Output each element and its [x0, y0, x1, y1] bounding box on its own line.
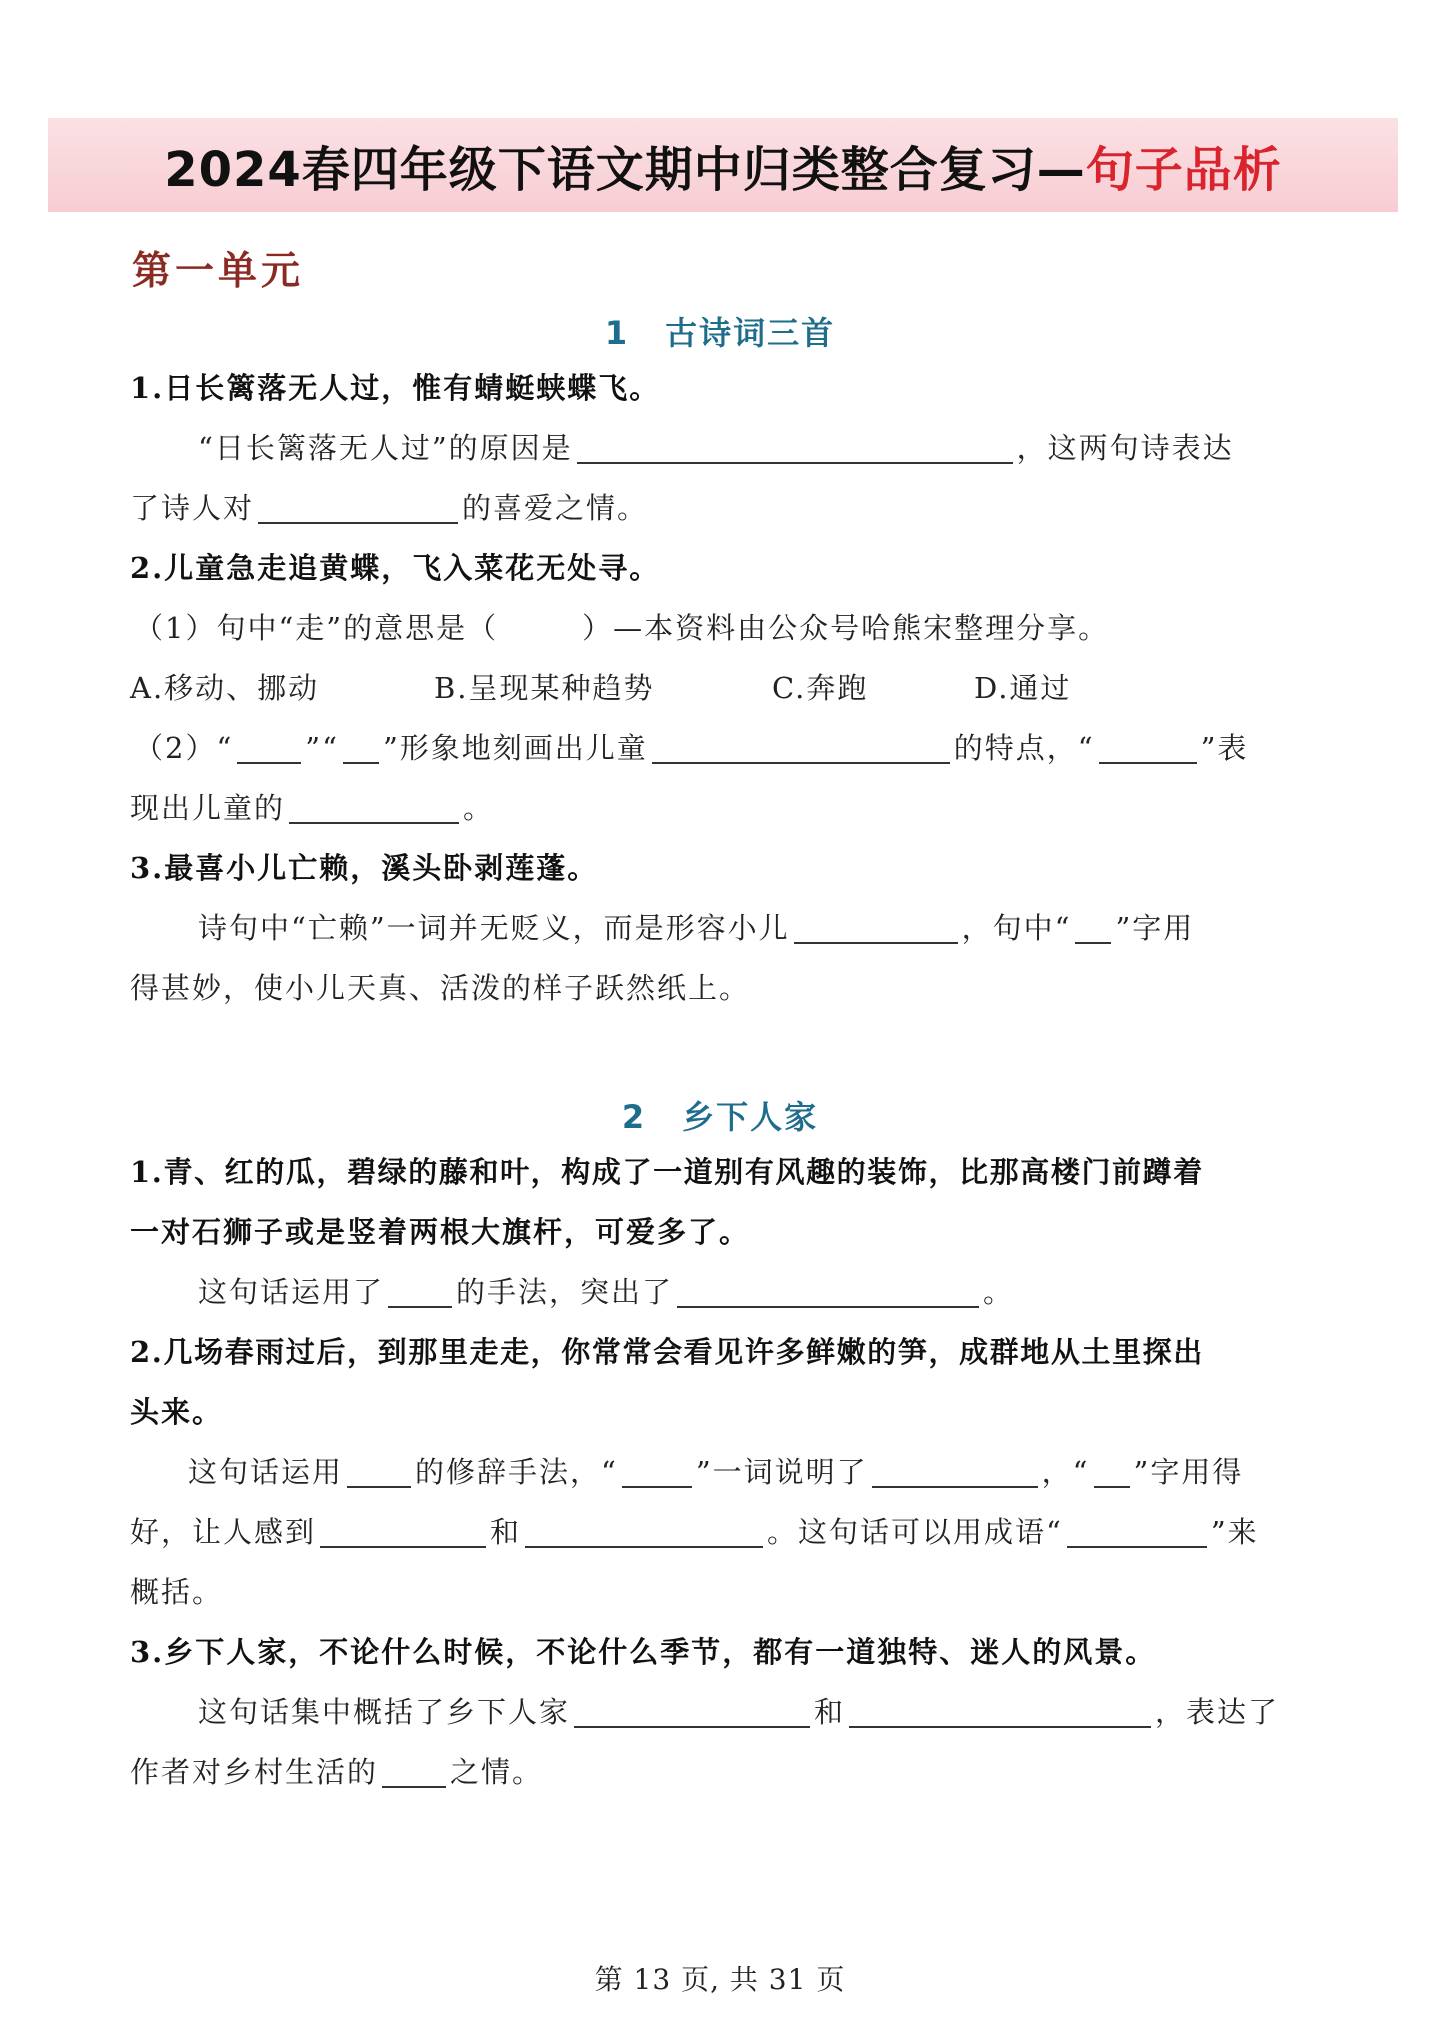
l1-q2-sub1-text: （1）句中“走”的意思是（ — [134, 611, 499, 645]
l2-q2-text-f: 好，让人感到 — [130, 1515, 317, 1549]
answer-blank[interactable] — [849, 1696, 1151, 1728]
l1-q1-text-d: 的喜爱之情。 — [462, 491, 649, 525]
lesson-2-heading — [0, 1092, 1440, 1138]
l1-q2-sub1 — [134, 608, 1109, 648]
l1-q1-stem: 1.日长篱落无人过，惟有蜻蜓蛱蝶飞。 — [130, 371, 661, 405]
l2-q2-line2 — [130, 1512, 1259, 1552]
l2-q2-text-e: ”字用得 — [1133, 1455, 1244, 1489]
l2-q1-text-c: 。 — [983, 1275, 1015, 1309]
l2-q2-text-h: 。这句话可以用成语“ — [767, 1515, 1063, 1549]
answer-blank[interactable] — [1094, 1456, 1130, 1488]
l2-q2-text-a: 这句话运用 — [188, 1455, 344, 1489]
l2-q3-stem: 3.乡下人家，不论什么时候，不论什么季节，都有一道独特、迷人的风景。 — [130, 1635, 1157, 1669]
l2-q1-text-b: 的手法，突出了 — [456, 1275, 674, 1309]
lesson-2-number: 2 — [621, 1098, 647, 1136]
answer-blank[interactable] — [347, 1456, 411, 1488]
l1-q2-sub2-text-g: 。 — [463, 791, 495, 825]
l1-q3-line1 — [198, 908, 1194, 948]
document-title — [164, 131, 1282, 200]
l1-q2-sub2-text-b: ”“ — [305, 731, 339, 765]
l1-q2-options — [130, 668, 1071, 708]
l2-q2-text-c: ”一词说明了 — [695, 1455, 868, 1489]
answer-blank[interactable] — [343, 732, 379, 764]
l2-q2-text-i: ”来 — [1210, 1515, 1259, 1549]
l2-q2-stem-line2: 头来。 — [130, 1395, 224, 1429]
title-accent: 句子品析 — [1085, 141, 1282, 198]
l1-q2-stem: 2.儿童急走追黄蝶，飞入菜花无处寻。 — [130, 551, 661, 585]
l2-q2-text-g: 和 — [490, 1515, 522, 1549]
option-d[interactable]: D.通过 — [974, 671, 1072, 705]
l1-q1-line2 — [130, 488, 648, 528]
answer-blank[interactable] — [258, 492, 458, 524]
l2-q2-line1 — [188, 1452, 1243, 1492]
answer-blank[interactable] — [677, 1276, 979, 1308]
lesson-1-heading — [0, 308, 1440, 354]
l2-q3-text-c: ，表达了 — [1155, 1695, 1280, 1729]
l1-q2-sub2-text-f: 现出儿童的 — [130, 791, 286, 825]
answer-blank[interactable] — [320, 1516, 486, 1548]
l2-q3-line1 — [198, 1692, 1279, 1732]
l1-q3-line2: 得甚妙，使小儿天真、活泼的样子跃然纸上。 — [130, 971, 751, 1005]
title-banner — [48, 118, 1398, 212]
answer-blank[interactable] — [1067, 1516, 1207, 1548]
answer-blank[interactable] — [574, 1696, 810, 1728]
answer-blank[interactable] — [622, 1456, 692, 1488]
answer-blank[interactable] — [237, 732, 301, 764]
answer-blank[interactable] — [652, 732, 950, 764]
l1-q2-sub1-text-b: ）—本资料由公众号哈熊宋整理分享。 — [582, 611, 1110, 645]
answer-blank[interactable] — [577, 432, 1013, 464]
answer-blank[interactable] — [1099, 732, 1197, 764]
answer-blank[interactable] — [388, 1276, 452, 1308]
l1-q3-stem: 3.最喜小儿亡赖，溪头卧剥莲蓬。 — [130, 851, 599, 885]
l1-q2-sub2-text-d: 的特点，“ — [953, 731, 1095, 765]
l2-q2-text-b: 的修辞手法，“ — [415, 1455, 618, 1489]
l2-q2-text-d: ，“ — [1041, 1455, 1090, 1489]
l1-q2-sub2-cont — [130, 788, 494, 828]
l1-q1-text-c: 了诗人对 — [130, 491, 255, 525]
l1-q2-sub2 — [134, 728, 1248, 768]
l2-q1-line1 — [198, 1272, 1014, 1312]
title-main: 2024春四年级下语文期中归类整合复习— — [164, 141, 1086, 198]
l1-q2-sub2-text-a: （2）“ — [134, 731, 234, 765]
l2-q3-text-e: 之情。 — [450, 1755, 544, 1789]
lesson-1-number: 1 — [604, 314, 630, 352]
l2-q1-stem-line1: 1.青、红的瓜，碧绿的藤和叶，构成了一道别有风趣的装饰，比那高楼门前蹲着 — [130, 1155, 1204, 1189]
option-b[interactable]: B.呈现某种趋势 — [434, 671, 655, 705]
l1-q1-line1 — [198, 428, 1234, 468]
l2-q3-text-b: 和 — [814, 1695, 846, 1729]
option-a[interactable]: A.移动、挪动 — [130, 671, 320, 705]
answer-blank[interactable] — [525, 1516, 763, 1548]
page-number-footer: 第 13 页, 共 31 页 — [594, 1963, 846, 1996]
unit-heading: 第一单元 — [132, 248, 305, 294]
l1-q1-text-a: “日长篱落无人过”的原因是 — [198, 431, 573, 465]
l2-q3-text-a: 这句话集中概括了乡下人家 — [198, 1695, 571, 1729]
l1-q2-sub2-text-c: ”形象地刻画出儿童 — [382, 731, 648, 765]
l1-q3-text-a: 诗句中“亡赖”一词并无贬义，而是形容小儿 — [198, 911, 790, 945]
l1-q2-sub2-text-e: ”表 — [1200, 731, 1249, 765]
l1-q3-text-c: ”字用 — [1115, 911, 1195, 945]
lesson-2-name: 乡下人家 — [682, 1098, 819, 1136]
l2-q2-stem-line1: 2.几场春雨过后，到那里走走，你常常会看见许多鲜嫩的笋，成群地从土里探出 — [130, 1335, 1204, 1369]
answer-blank[interactable] — [872, 1456, 1038, 1488]
l2-q1-text-a: 这句话运用了 — [198, 1275, 385, 1309]
l2-q3-text-d: 作者对乡村生活的 — [130, 1755, 379, 1789]
answer-blank[interactable] — [1075, 912, 1111, 944]
answer-blank[interactable] — [794, 912, 958, 944]
option-c[interactable]: C.奔跑 — [772, 671, 869, 705]
lesson-1-name: 古诗词三首 — [665, 314, 836, 352]
l2-q1-stem-line2: 一对石狮子或是竖着两根大旗杆，可爱多了。 — [130, 1215, 751, 1249]
l1-q1-text-b: ，这两句诗表达 — [1016, 431, 1234, 465]
l2-q3-line2 — [130, 1752, 543, 1792]
answer-blank[interactable] — [289, 792, 459, 824]
answer-blank[interactable] — [382, 1756, 446, 1788]
l1-q3-text-b: ，句中“ — [961, 911, 1072, 945]
l2-q2-line3: 概括。 — [130, 1575, 224, 1609]
